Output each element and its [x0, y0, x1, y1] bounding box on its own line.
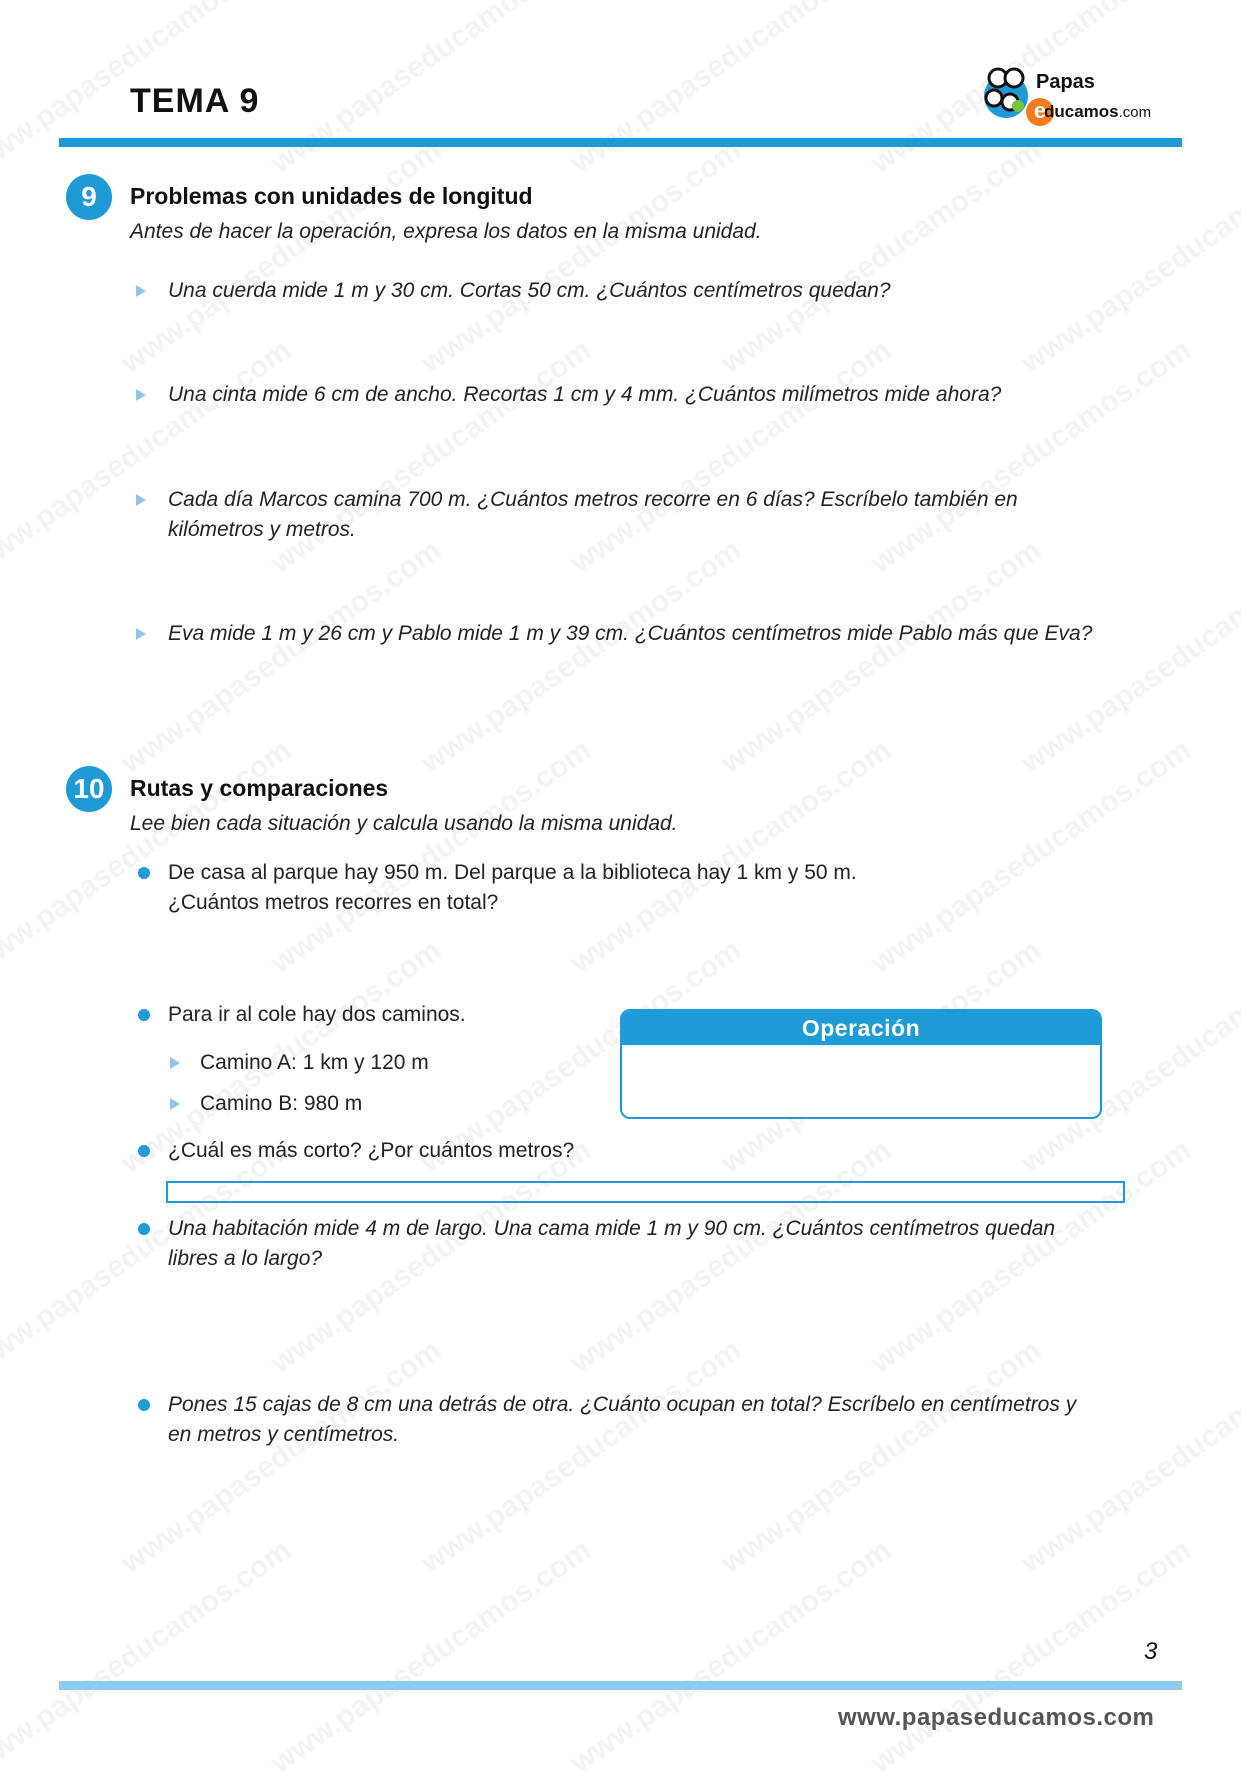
section-9-question-1: Una cuerda mide 1 m y 30 cm. Cortas 50 cm. ¿Cuántos centímetros quedan? [168, 279, 891, 302]
section-10-question-3: Una habitación mide 4 m de largo. Una cama mide 1 m y 90 cm. ¿Cuántos centímetros quedan [168, 1217, 1056, 1240]
triangle-bullet-icon [170, 1057, 180, 1069]
watermark-text [115, 533, 448, 780]
watermark-text [0, 1533, 298, 1780]
operation-box-title: Operación [622, 1011, 1100, 1045]
watermark-text [0, 733, 298, 980]
section-9-subtitle: Antes de hacer la operación, expresa los datos en la misma unidad. [130, 220, 762, 243]
logo-com: .com [1118, 104, 1152, 121]
watermark-text [715, 1333, 1048, 1580]
watermark-text [715, 133, 1048, 380]
page-title: TEMA 9 [130, 82, 260, 120]
watermark-text [865, 1133, 1198, 1380]
watermark-text [565, 1133, 898, 1380]
page-number: 3 [1144, 1638, 1158, 1665]
watermark-text [115, 1333, 448, 1580]
watermark-text [265, 733, 598, 980]
section-10-number-badge: 10 [66, 766, 112, 812]
section-9-question-2: Una cinta mide 6 cm de ancho. Recortas 1 cm y 4 mm. ¿Cuántos milímetros mide ahora? [168, 383, 1002, 406]
triangle-bullet-icon [136, 389, 146, 401]
dot-bullet-icon [138, 1009, 150, 1021]
section-10-question-4-cont: en metros y centímetros. [168, 1423, 400, 1446]
footer-url[interactable]: www.papaseducamos.com [838, 1704, 1155, 1731]
answer-field[interactable] [166, 1181, 1125, 1203]
section-10-question-1-cont: ¿Cuántos metros recorres en total? [168, 891, 499, 914]
logo-papas-text: Papas [1036, 71, 1095, 93]
triangle-bullet-icon [136, 628, 146, 640]
logo-e-mark: e [1026, 98, 1054, 126]
section-9-title: Problemas con unidades de longitud [130, 183, 533, 209]
dot-bullet-icon [138, 1223, 150, 1235]
logo-ducamos: ducamos [1044, 102, 1119, 121]
watermark-text [865, 733, 1198, 980]
watermark-text [265, 0, 598, 181]
section-10-question-3-cont: libres a lo largo? [168, 1247, 323, 1270]
dot-bullet-icon [138, 867, 150, 879]
section-9-question-4: Eva mide 1 m y 26 cm y Pablo mide 1 m y 39 cm. ¿Cuántos centímetros mide Pablo más que Eva? [168, 622, 1093, 645]
footer-rule [59, 1681, 1182, 1690]
papaseducamos-logo [978, 60, 1178, 134]
dot-bullet-icon [138, 1145, 150, 1157]
watermark-text [565, 0, 898, 181]
route-b-text: Camino B: 980 m [200, 1092, 363, 1115]
logo-educamos-text [1044, 102, 1151, 122]
watermark-text [565, 1533, 898, 1780]
watermark-text [415, 533, 748, 780]
watermark-text [265, 1533, 598, 1780]
section-10-question-2: ¿Cuál es más corto? ¿Por cuántos metros? [168, 1139, 575, 1162]
header-rule [59, 138, 1182, 147]
watermark-text [565, 733, 898, 980]
watermark-text [115, 133, 448, 380]
section-9-question-3-cont: kilómetros y metros. [168, 518, 356, 541]
watermark-text [715, 533, 1048, 780]
section-10-subtitle: Lee bien cada situación y calcula usando la misma unidad. [130, 812, 678, 835]
section-9-number-badge: 9 [66, 174, 112, 220]
triangle-bullet-icon [170, 1098, 180, 1110]
watermark-text [1015, 533, 1241, 780]
triangle-bullet-icon [136, 285, 146, 297]
watermark-text [415, 1333, 748, 1580]
watermark-text [415, 133, 748, 380]
watermark-text [565, 333, 898, 580]
triangle-bullet-icon [136, 494, 146, 506]
operation-box[interactable] [620, 1009, 1102, 1119]
dot-bullet-icon [138, 1399, 150, 1411]
section-10-question-1: De casa al parque hay 950 m. Del parque a la biblioteca hay 1 km y 50 m. [168, 861, 857, 884]
watermark-text [865, 333, 1198, 580]
route-a-text: Camino A: 1 km y 120 m [200, 1051, 429, 1074]
section-10-question-2-intro: Para ir al cole hay dos caminos. [168, 1003, 466, 1026]
section-10-question-4: Pones 15 cajas de 8 cm una detrás de otra. ¿Cuánto ocupan en total? Escríbelo en centímetros y [168, 1393, 1077, 1416]
watermark-text [1015, 1333, 1241, 1580]
section-10-title: Rutas y comparaciones [130, 775, 389, 801]
watermark-text [1015, 133, 1241, 380]
section-9-question-3: Cada día Marcos camina 700 m. ¿Cuántos metros recorre en 6 días? Escríbelo también en [168, 488, 1018, 511]
